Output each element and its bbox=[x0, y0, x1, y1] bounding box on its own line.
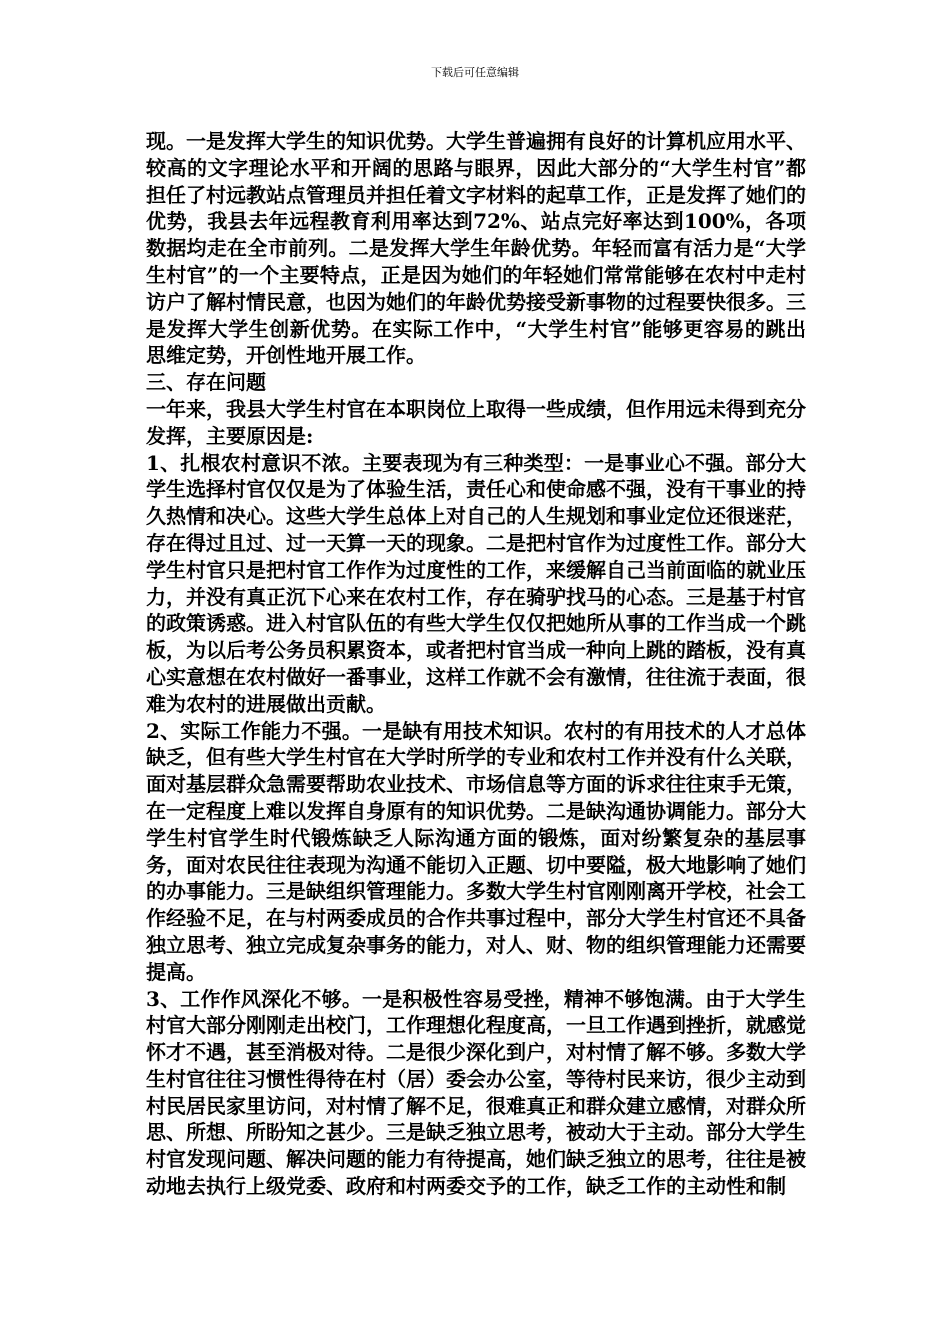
paragraph-problem-3: 3、工作作风深化不够。一是积极性容易受挫，精神不够饱满。由于大学生村官大部分刚刚走出校门，工作理想化程度高，一旦工作遇到挫折，就感觉怀才不遇，甚至消极对待。二是很少深化到户，对村情了解不够。多数大学生村官往往习惯性得待在村（居）委会办公室，等待村民来访，很少主动到村民居民家里访问，对村情了解不足，很难真正和群众建立感情，对群众所思、所想、所盼知之甚少。三是缺乏独立思考，被动大于主动。部分大学生村官发现问题、解决问题的能力有待提高，她们缺乏独立的思考，往往是被动地去执行上级党委、政府和村两委交予的工作，缺乏工作的主动性和制 bbox=[146, 986, 806, 1199]
document-body bbox=[146, 128, 806, 1200]
paragraph-intro-problems: 一年来，我县大学生村官在本职岗位上取得一些成绩，但作用远未得到充分发挥，主要原因是: bbox=[146, 396, 806, 448]
section-heading-problems: 三、存在问题 bbox=[146, 370, 266, 395]
paragraph-problem-1: 1、扎根农村意识不浓。主要表现为有三种类型：一是事业心不强。部分大学生选择村官仅仅是为了体验生活，责任心和使命感不强，没有干事业的持久热情和决心。这些大学生总体上对自己的人生规划和事业定位还很迷茫，存在得过且过、过一天算一天的现象。二是把村官作为过度性工作。部分大学生村官只是把村官工作作为过度性的工作，来缓解自己当前面临的就业压力，并没有真正沉下心来在农村工作，存在骑驴找马的心态。三是基于村官的政策诱惑。进入村官队伍的有些大学生仅仅把她所从事的工作当成一个跳板，为以后考公务员积累资本，或者把村官当成一种向上跳的踏板，没有真心实意想在农村做好一番事业，这样工作就不会有激情，往往流于表面，很难为农村的进展做出贡献。 bbox=[146, 450, 806, 716]
paragraph-advantages: 现。一是发挥大学生的知识优势。大学生普遍拥有良好的计算机应用水平、较高的文字理论水平和开阔的思路与眼界，因此大部分的“大学生村官”都担任了村远教站点管理员并担任着文字材料的起草工作，正是发挥了她们的优势，我县去年远程教育利用率达到72%、站点完好率达到100%，各项数据均走在全市前列。二是发挥大学生年龄优势。年轻而富有活力是“大学生村官”的一个主要特点，正是因为她们的年轻她们常常能够在农村中走村访户了解村情民意，也因为她们的年龄优势接受新事物的过程要快很多。三是发挥大学生创新优势。在实际工作中，“大学生村官”能够更容易的跳出思维定势，开创性地开展工作。 bbox=[146, 129, 806, 368]
paragraph-problem-2: 2、实际工作能力不强。一是缺有用技术知识。农村的有用技术的人才总体缺乏，但有些大学生村官在大学时所学的专业和农村工作并没有什么关联，面对基层群众急需要帮助农业技术、市场信息等方面的诉求往往束手无策，在一定程度上难以发挥自身原有的知识优势。二是缺沟通协调能力。部分大学生村官学生时代锻炼缺乏人际沟通方面的锻炼，面对纷繁复杂的基层事务，面对农民往往表现为沟通不能切入正题、切中要隘，极大地影响了她们的办事能力。三是缺组织管理能力。多数大学生村官刚刚离开学校，社会工作经验不足，在与村两委成员的合作共事过程中，部分大学生村官还不具备独立思考、独立完成复杂事务的能力，对人、财、物的组织管理能力还需要提高。 bbox=[146, 718, 806, 984]
page-header-note: 下载后可任意编辑 bbox=[431, 66, 519, 79]
